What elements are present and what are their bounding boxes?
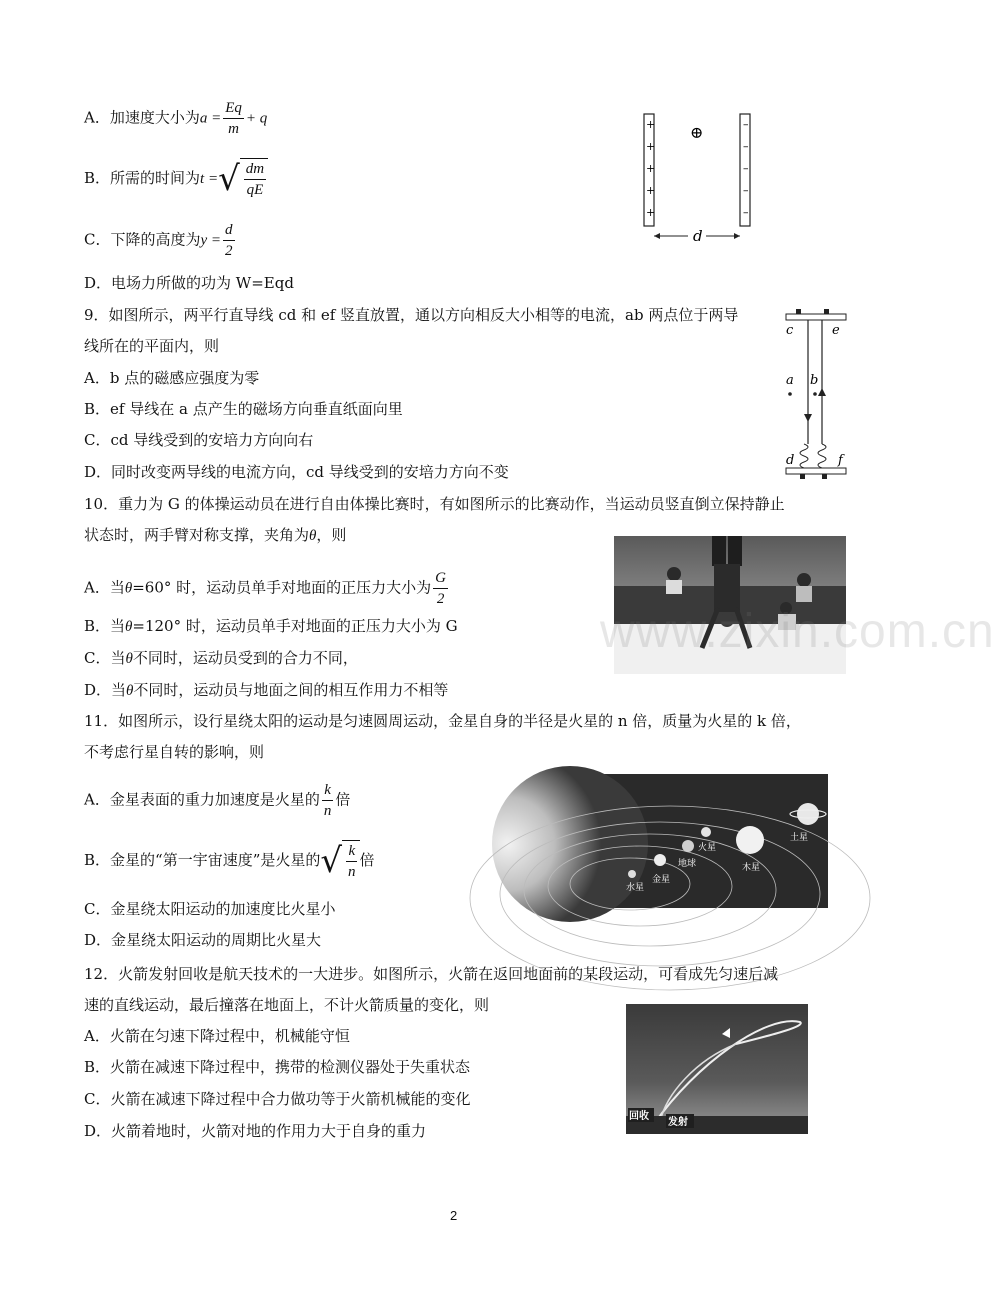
q11-option-a — [84, 780, 350, 821]
q8-b-sqrt: √ $\frac{dm}{qE}$ — [218, 158, 268, 200]
current-down-arrow-icon — [804, 414, 812, 422]
terminal-icon — [800, 474, 805, 479]
q8-a-den: m — [228, 121, 239, 137]
q10-stem-line2 — [84, 525, 346, 546]
q11-stem-line1: 11．如图所示，设行星绕太阳的运动是匀速圆周运动，金星自身的半径是火星的 n 倍，质量为火星的 k 倍， — [84, 712, 801, 730]
plus-sign: + — [646, 118, 656, 131]
q10-d-text2: 不同时，运动员与地面之间的相互作用力不相等 — [133, 681, 449, 699]
label-b: b — [810, 373, 819, 388]
q9-option-d: D．同时改变两导线的电流方向，cd 导线受到的安培力方向不变 — [84, 463, 509, 481]
q8-a-lhs: a = — [199, 110, 222, 127]
theta-symbol: θ — [124, 580, 133, 597]
q8-a-text: A．加速度大小为 — [84, 108, 200, 127]
solar-system-photo — [570, 774, 828, 908]
theta-symbol: θ — [125, 619, 133, 635]
charge-particle-icon: ⊕ — [690, 123, 704, 142]
label-recover: 回收 — [629, 1111, 649, 1122]
planet-label-jupiter: 木星 — [742, 863, 761, 873]
top-bar — [786, 314, 846, 320]
q10-c-text: C．当 — [84, 649, 126, 667]
rocket-trajectory-photo — [626, 1004, 808, 1134]
q11-a-den: n — [323, 803, 332, 819]
q11-b-sqrt: √ $\frac{k}{n}$ — [320, 840, 359, 882]
q12-stem-line1: 12．火箭发射回收是航天技术的一大进步。如图所示，火箭在返回地面前的某段运动，可看成先匀速后减 — [84, 965, 779, 983]
point-a — [788, 392, 792, 396]
q11-a-tail: 倍 — [335, 790, 351, 809]
q10-a-text2: =60° 时，运动员单手对地面的正压力大小为 — [132, 578, 432, 597]
q8-c-num: d — [223, 220, 235, 241]
q10-b-text: B．当 — [84, 617, 126, 635]
spring-icon — [818, 444, 826, 468]
planet-label-venus: 金星 — [652, 875, 671, 885]
label-c: c — [786, 323, 794, 338]
q8-option-c — [84, 220, 237, 261]
label-a: a — [786, 373, 794, 388]
minus-sign: – — [743, 118, 749, 131]
label-d: d — [786, 453, 795, 468]
q12-option-b: B．火箭在减速下降过程中，携带的检测仪器处于失重状态 — [84, 1058, 471, 1076]
d-label: d — [693, 227, 703, 245]
q10-a-den: 2 — [436, 591, 445, 607]
q10-option-d — [84, 680, 448, 701]
q8-capacitor-figure — [636, 112, 754, 244]
q12-option-c: C．火箭在减速下降过程中合力做功等于火箭机械能的变化 — [84, 1090, 471, 1108]
q10-c-text2: 不同时，运动员受到的合力不同， — [132, 649, 358, 667]
plus-sign: + — [646, 206, 656, 219]
arrow-left-icon — [654, 233, 660, 239]
terminal-icon — [824, 309, 829, 314]
q9-wires-figure — [782, 306, 852, 482]
current-up-arrow-icon — [818, 388, 826, 396]
q10-option-a — [84, 568, 450, 609]
q10-option-b — [84, 616, 458, 637]
minus-sign: – — [743, 140, 749, 153]
q9-option-b: B．ef 导线在 a 点产生的磁场方向垂直纸面向里 — [84, 400, 403, 418]
q10-stem-text: 状态时，两手臂对称支撑，夹角为 — [84, 526, 310, 544]
q9-option-a: A．b 点的磁感应强度为零 — [84, 369, 260, 387]
label-f: f — [838, 453, 843, 468]
q11-b-num: k — [346, 841, 357, 862]
q11-option-d: D．金星绕太阳运动的周期比火星大 — [84, 931, 322, 949]
minus-sign: – — [743, 184, 749, 197]
planet-label-earth: 地球 — [678, 859, 697, 869]
q9-stem-line1: 9．如图所示，两平行直导线 cd 和 ef 竖直放置，通以方向相反大小相等的电流，ab 两点位于两导 — [84, 306, 739, 324]
q10-a-fraction — [433, 568, 448, 609]
q10-stem-tail: ，则 — [316, 526, 347, 544]
theta-symbol: θ — [309, 528, 317, 544]
q8-option-a — [84, 98, 267, 139]
q8-c-fraction — [223, 220, 235, 261]
q8-option-b — [84, 158, 268, 200]
q10-a-num: G — [433, 568, 448, 589]
q8-a-tail: + q — [245, 110, 268, 127]
theta-symbol: θ — [125, 651, 133, 667]
minus-sign: – — [743, 162, 749, 175]
arrow-right-icon — [734, 233, 740, 239]
q8-a-num: Eq — [223, 98, 244, 119]
planet-label-mars: 火星 — [698, 843, 717, 853]
q12-stem-line2: 速的直线运动，最后撞落在地面上，不计火箭质量的变化，则 — [84, 996, 490, 1014]
planet-label-saturn: 土星 — [790, 833, 809, 843]
q8-option-d: D．电场力所做的功为 W=Eqd — [84, 274, 294, 292]
q8-b-lhs: t = — [200, 171, 219, 187]
q8-c-text: C．下降的高度为 — [84, 230, 201, 249]
plus-sign: + — [646, 140, 656, 153]
q10-a-text: A．当 — [84, 578, 125, 597]
q11-a-text: A．金星表面的重力加速度是火星的 — [84, 790, 320, 809]
label-e: e — [832, 323, 840, 338]
q8-b-num: dm — [244, 159, 266, 180]
page-number: 2 — [450, 1208, 458, 1223]
q8-c-den: 2 — [225, 243, 233, 259]
q9-stem-line2: 线所在的平面内，则 — [84, 337, 220, 355]
q9-option-c: C．cd 导线受到的安培力方向向右 — [84, 431, 314, 449]
point-b — [813, 392, 817, 396]
watermark: www.zixin.com.cn — [600, 605, 995, 658]
q10-b-text2: =120° 时，运动员单手对地面的正压力大小为 G — [132, 617, 458, 635]
plus-sign: + — [646, 162, 656, 175]
q11-option-b — [84, 840, 375, 882]
bottom-bar — [786, 468, 846, 474]
q11-b-den: n — [348, 864, 356, 880]
q11-b-text: B．金星的“第一宇宙速度”是火星的 — [84, 851, 321, 869]
q8-b-text: B．所需的时间为 — [84, 169, 201, 187]
q8-c-lhs: y = — [200, 232, 222, 249]
planet-label-mercury: 水星 — [626, 883, 645, 893]
q8-b-den: qE — [246, 182, 264, 198]
minus-sign: – — [743, 206, 749, 219]
q12-option-a: A．火箭在匀速下降过程中，机械能守恒 — [84, 1027, 350, 1045]
q12-option-d: D．火箭着地时，火箭对地的作用力大于自身的重力 — [84, 1122, 427, 1140]
q11-a-num: k — [322, 780, 333, 801]
spring-icon — [800, 444, 808, 468]
q11-a-fraction — [322, 780, 334, 821]
q11-option-c: C．金星绕太阳运动的加速度比火星小 — [84, 900, 336, 918]
q10-stem-line1: 10．重力为 G 的体操运动员在进行自由体操比赛时，有如图所示的比赛动作，当运动员竖直倒立保持静止 — [84, 495, 785, 513]
theta-symbol: θ — [126, 683, 134, 699]
plus-sign: + — [646, 184, 656, 197]
q10-d-text: D．当 — [84, 681, 127, 699]
q11-stem-line2: 不考虑行星自转的影响，则 — [84, 743, 265, 761]
q11-b-tail: 倍 — [359, 851, 375, 869]
label-launch: 发射 — [668, 1117, 688, 1128]
q8-a-fraction — [223, 98, 244, 139]
terminal-icon — [822, 474, 827, 479]
q10-option-c — [84, 648, 358, 669]
terminal-icon — [796, 309, 801, 314]
